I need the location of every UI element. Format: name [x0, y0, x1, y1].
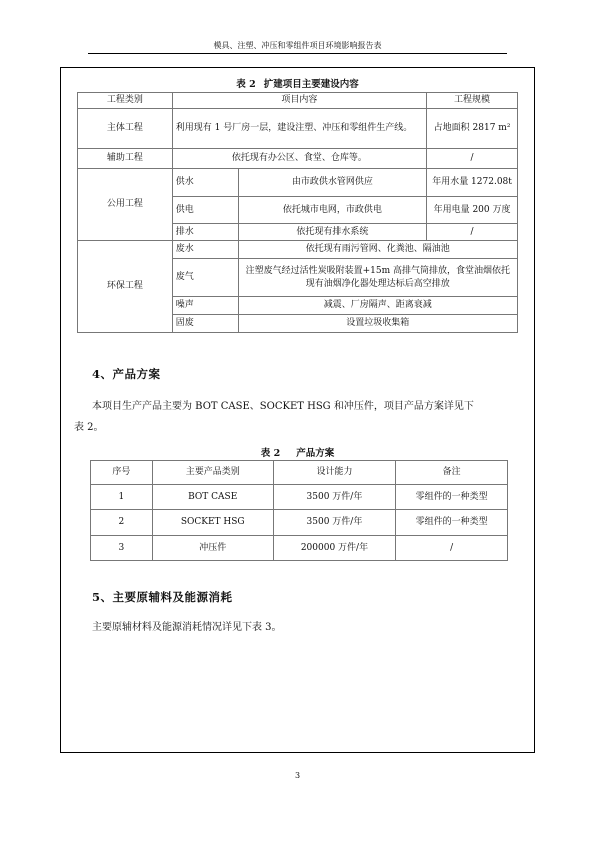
content-cell: 注塑废气经过活性炭吸附装置+15m 高排气筒排放，食堂油烟依托现有油烟净化器处理达标后高空排放: [238, 259, 517, 297]
table-header-row: [91, 461, 508, 485]
sub-cell: 固废: [172, 315, 238, 333]
header-cell: 工程规模: [427, 93, 518, 109]
content-cell: 依托现有排水系统: [238, 224, 427, 241]
table1-caption-title: 扩建项目主要建设内容: [263, 79, 359, 90]
header-cell: 工程类别: [78, 93, 173, 109]
cell: 3: [91, 536, 153, 561]
content-cell: 利用现有 1 号厂房一层，建设注塑、冲压和零组件生产线。: [172, 109, 426, 149]
content-cell: 依托现有雨污管网、化粪池、隔油池: [238, 241, 517, 259]
table2-caption: [0, 445, 595, 459]
section4-paragraph-line2: 表 2。: [74, 422, 104, 433]
table-row: [78, 169, 518, 197]
section4-paragraph-line1: 本项目生产产品主要为 BOT CASE、SOCKET HSG 和冲压件，项目产品方案详见下: [92, 401, 474, 412]
header-cell: 项目内容: [172, 93, 426, 109]
content-cell: 由市政供水管网供应: [238, 169, 427, 197]
scale-cell: 年用水量 1272.08t: [427, 169, 518, 197]
scale-cell: /: [427, 224, 518, 241]
category-cell: 辅助工程: [78, 149, 173, 169]
content-cell: 减震、厂房隔声、距离衰减: [238, 297, 517, 315]
header-cell: 主要产品类别: [152, 461, 273, 485]
cell: 3500 万件/年: [273, 485, 396, 510]
cell: SOCKET HSG: [152, 510, 273, 536]
sub-cell: 废气: [172, 259, 238, 297]
table-row: [78, 241, 518, 259]
sub-cell: 供水: [172, 169, 238, 197]
section-heading-4: 4、产品方案: [92, 367, 161, 381]
category-cell: 环保工程: [78, 241, 173, 333]
sub-cell: 供电: [172, 197, 238, 224]
header-cell: 备注: [396, 461, 508, 485]
content-cell: 设置垃圾收集箱: [238, 315, 517, 333]
cell: 零组件的一种类型: [396, 510, 508, 536]
table-row: [91, 510, 508, 536]
scale-cell: 年用电量 200 万度: [427, 197, 518, 224]
page-header: 模具、注塑、冲压和零组件项目环境影响报告表: [213, 41, 382, 50]
cell: /: [396, 536, 508, 561]
table2-caption-title: 产品方案: [296, 448, 335, 459]
cell: 200000 万件/年: [273, 536, 396, 561]
section-heading-5: 5、主要原辅料及能源消耗: [92, 590, 233, 604]
table-row: [91, 536, 508, 561]
cell: 1: [91, 485, 153, 510]
category-cell: 公用工程: [78, 169, 173, 241]
content-cell: 依托现有办公区、食堂、仓库等。: [172, 149, 426, 169]
cell: 2: [91, 510, 153, 536]
cell: BOT CASE: [152, 485, 273, 510]
scale-cell: /: [427, 149, 518, 169]
header-cell: 序号: [91, 461, 153, 485]
table1-caption: [0, 76, 595, 90]
scale-cell: 占地面积 2817 m²: [427, 109, 518, 149]
sub-cell: 排水: [172, 224, 238, 241]
header-rule: [88, 53, 507, 54]
category-cell: 主体工程: [78, 109, 173, 149]
cell: 零组件的一种类型: [396, 485, 508, 510]
sub-cell: 废水: [172, 241, 238, 259]
section5-paragraph: 主要原辅材料及能源消耗情况详见下表 3。: [92, 622, 282, 633]
sub-cell: 噪声: [172, 297, 238, 315]
table2-caption-number: 表 2: [260, 448, 281, 459]
cell: 冲压件: [152, 536, 273, 561]
table-row: [78, 149, 518, 169]
cell: 3500 万件/年: [273, 510, 396, 536]
header-cell: 设计能力: [273, 461, 396, 485]
construction-content-table: [77, 92, 518, 333]
table-row: [78, 109, 518, 149]
product-plan-table: [90, 460, 508, 561]
table-row: [91, 485, 508, 510]
page-number: 3: [294, 771, 301, 780]
table-header-row: [78, 93, 518, 109]
table1-caption-number: 表 2: [236, 79, 256, 90]
content-cell: 依托城市电网，市政供电: [238, 197, 427, 224]
